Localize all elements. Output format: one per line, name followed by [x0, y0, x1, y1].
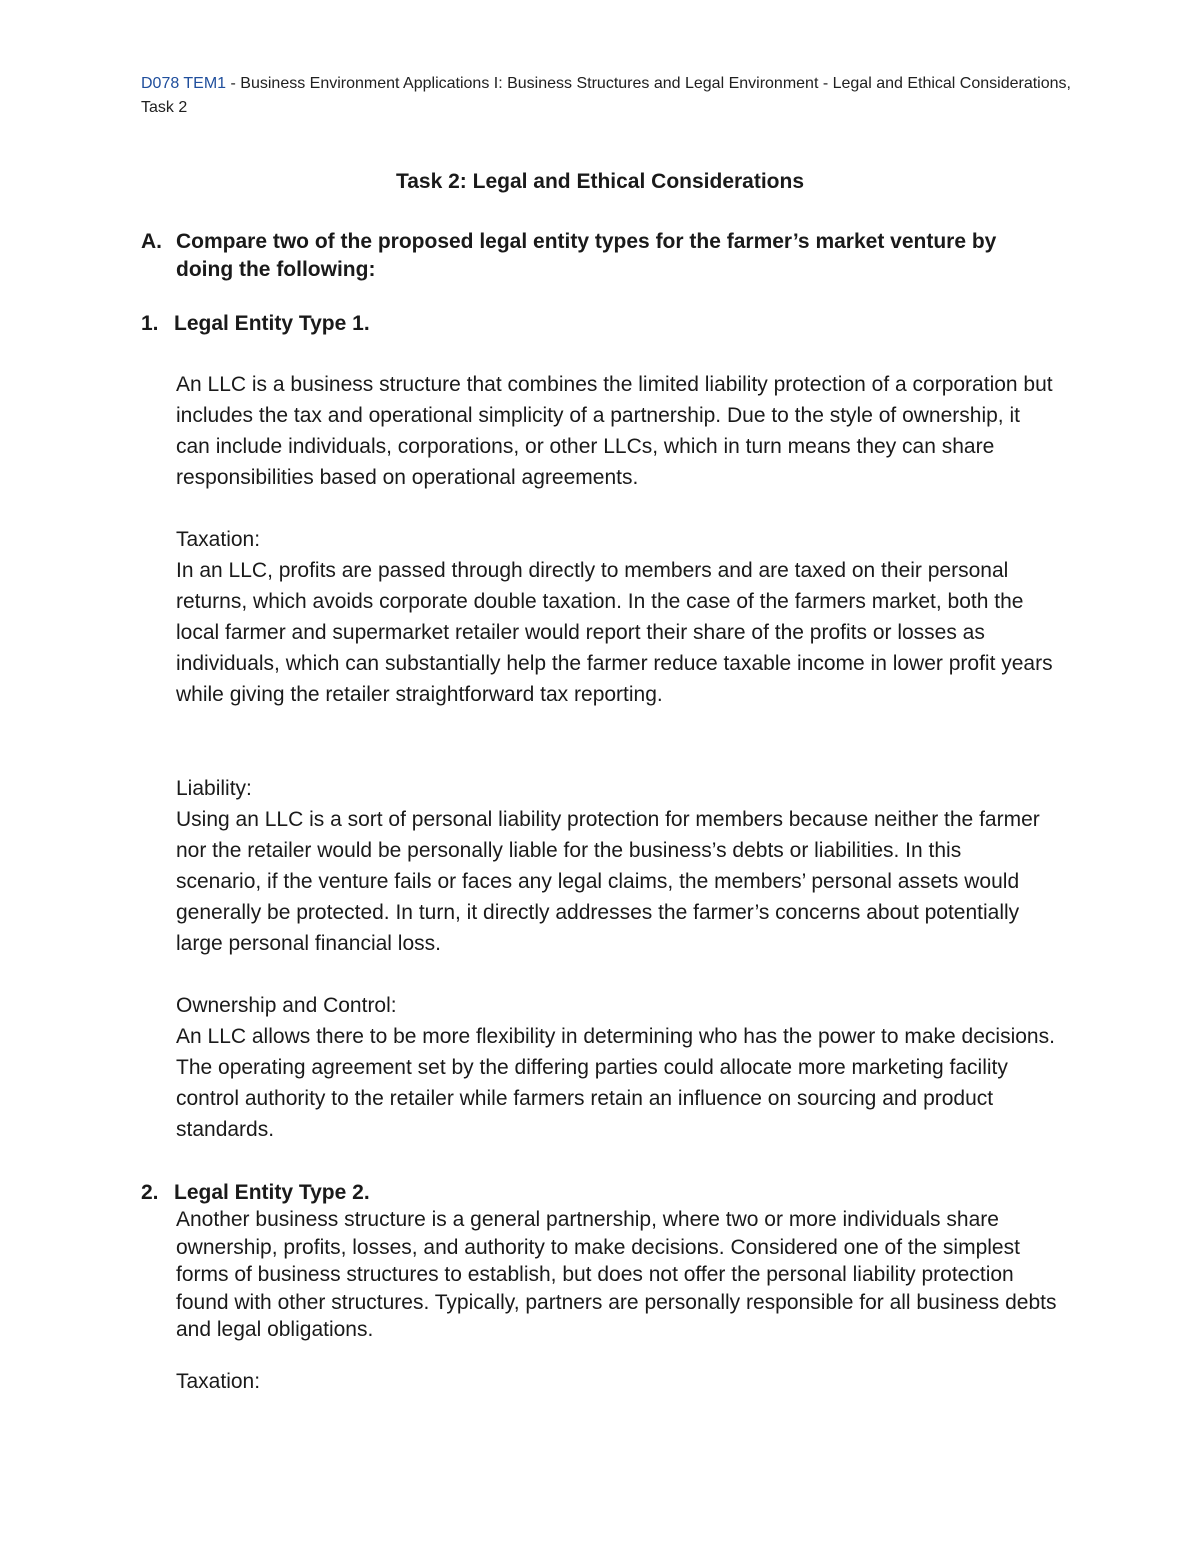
entity2-intro: Another business structure is a general partnership, where two or more individuals share ownership, profits, losses, and authority to make decisions. Considered one of the simplest forms of business structures to establish, but does not offer the personal liability protection found with other structures. Typically, partners are personally responsible for all business debts and legal obligations. [176, 1208, 1057, 1341]
entity1-taxation-text: In an LLC, profits are passed through directly to members and are taxed on their personal returns, which avoids corporate double taxation. In the case of the farmers market, both the local farmer and supermarket retailer would report their share of the profits or losses as individuals, which can substantially help the farmer reduce taxable income in lower profit years while giving the retailer straightforward tax reporting. [176, 559, 1053, 706]
document-header [141, 72, 1071, 120]
entity2-heading: Legal Entity Type 2. [174, 1181, 370, 1204]
entity1-number: 1. [141, 312, 159, 335]
page-title: Task 2: Legal and Ethical Considerations [395, 170, 805, 193]
entity1-intro: An LLC is a business structure that combines the limited liability protection of a corporation but includes the tax and operational simplicity of a partnership. Due to the style of ownership, it can include individuals, corporations, or other LLCs, which in turn means they can share responsibilities based on operational agreements. [176, 373, 1053, 489]
section-a-prompt: Compare two of the proposed legal entity types for the farmer’s market venture by doing the following: [176, 230, 997, 281]
entity1-ownership-text: An LLC allows there to be more flexibility in determining who has the power to make decisions. The operating agreement set by the differing parties could allocate more marketing facility control authority to the retailer while farmers retain an influence on sourcing and product standards. [176, 1025, 1055, 1141]
entity1-heading: Legal Entity Type 1. [174, 312, 370, 335]
entity1-taxation-label: Taxation: [176, 528, 261, 551]
entity2-taxation-label: Taxation: [176, 1370, 261, 1393]
course-title: - Business Environment Applications I: Business Structures and Legal Environment - Legal and Ethical Considerations, Task 2 [141, 75, 1071, 116]
entity1-liability-label: Liability: [176, 777, 252, 800]
entity1-ownership-label: Ownership and Control: [176, 994, 397, 1017]
course-code: D078 TEM1 [141, 75, 227, 92]
entity1-liability-text: Using an LLC is a sort of personal liability protection for members because neither the farmer nor the retailer would be personally liable for the business’s debts or liabilities. In this scenario, if the venture fails or faces any legal claims, the members’ personal assets would generally be protected. In turn, it directly addresses the farmer’s concerns about potentially large personal financial loss. [176, 808, 1040, 955]
section-a-label: A. [141, 230, 162, 253]
entity2-number: 2. [141, 1181, 159, 1204]
